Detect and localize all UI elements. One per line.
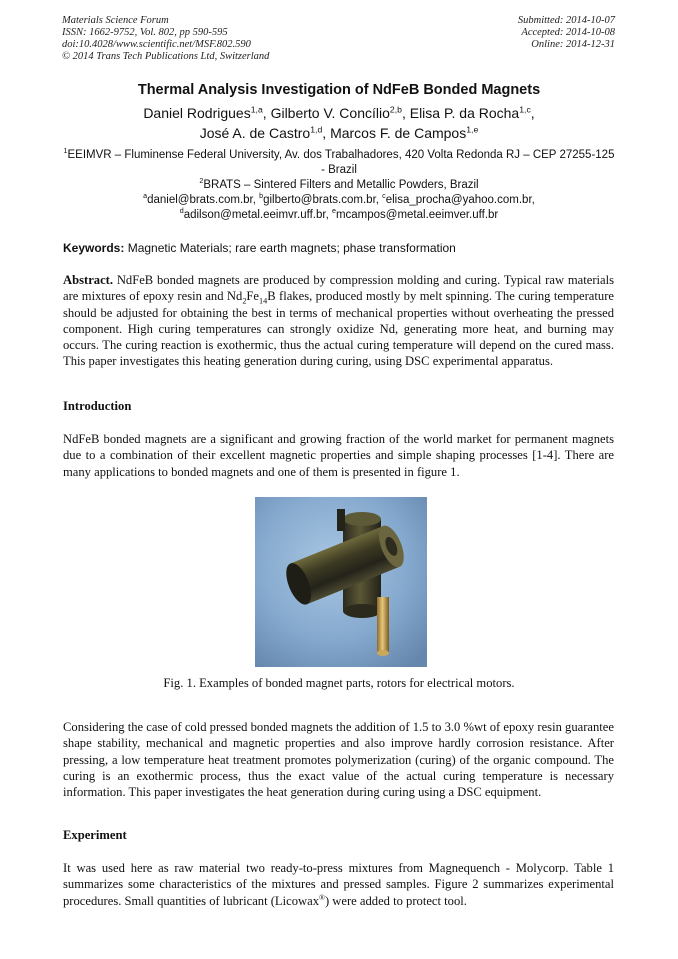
figure-caption: Fig. 1. Examples of bonded magnet parts, rotors for electrical motors. [163,676,515,690]
keywords-label: Keywords: [63,241,125,255]
date-header [518,15,615,51]
online-date: Online: 2014-12-31 [531,39,615,50]
affiliations [0,148,678,223]
keywords [63,241,614,255]
email-link[interactable]: mcampos@metal.eeimver.uff.br [335,209,499,221]
figure-bonded-magnet-photo [255,497,427,667]
author-affiliation-sup: 1,e [466,124,479,135]
email-link[interactable]: daniel@brats.com.br [147,194,253,206]
email-link[interactable]: gilberto@brats.com.br [263,194,376,206]
author-affiliation-sup: 1,a [250,104,263,115]
abstract: Abstract. NdFeB bonded magnets are produced by compression molding and curing. Typical raw materials are mixtures of epoxy resin and $Nd_2Fe_{14}B$ flakes, produced mostly by melt spinning. The curing temperature should be adjusted for obtaining the best in terms of mechanical properties without overheating the pressed component. High curing temperatures can strongly oxidize Nd, generating more heat, and burning may occurs. The curing reaction is exothermic, thus the actual curing temperature will depend on the cured mass. This paper investigates this heating generation during curing, using DSC experimental apparatus. [63,273,614,369]
author-name: José A. de Castro [199,125,311,141]
submitted-date: Submitted: 2014-10-07 [517,15,615,26]
email-link[interactable]: adilson@metal.eeimvr.uff.br [183,209,326,221]
author-affiliation-sup: 2,b [389,104,402,115]
copyright: © 2014 Trans Tech Publications Ltd, Switzerland [62,51,270,62]
journal-header [62,15,269,63]
experiment-paragraph: It was used here as raw material two ready-to-press mixtures from Magnequench - Molycorp. Table 1 summarizes some characteristics of the mixtures and pressed samples. Figure 2 summarizes experimental procedures. Small quantities of lubricant (Licowax®) were added to protect tool. [63,861,614,908]
journal-name: Materials Science Forum [62,15,169,26]
abstract-label: Abstract. [63,273,114,287]
affiliation-2: $^2$BRATS – Sintered Filters and Metallic Powders, Brazil [199,177,479,191]
paper-title: Thermal Analysis Investigation of NdFeB Bonded Magnets [137,82,541,98]
author-affiliation-sup: 1,c [519,104,531,115]
author-name: Marcos F. de Campos [330,125,467,141]
affiliation-1: $^1$EEIMVR – Fluminense Federal University, Av. dos Trabalhadores, 420 Volta Redonda RJ – CEP 27255-125 - Brazil [63,147,615,176]
introduction-paragraph-1: NdFeB bonded magnets are a significant and growing fraction of the world market for permanent magnets due to a combination of their excellent magnetic properties and simple shaping processes [1-4]. There are many applications to bonded magnets and one of them is presented in figure 1. [63,432,614,479]
email-line-1: $^a$daniel@brats.com.br, $^b$gilberto@brats.com.br, $^c$elisa_procha@yahoo.com.br, [143,192,535,206]
email-line-2: $^d$adilson@metal.eeimvr.uff.br, $^e$mcampos@metal.eeimver.uff.br [179,207,499,221]
author-name: Gilberto V. Concílio [270,105,390,121]
keywords-text: Magnetic Materials; rare earth magnets; phase transformation [127,241,456,255]
accepted-date: Accepted: 2014-10-08 [521,27,615,38]
experiment-heading: Experiment [63,828,127,842]
author-affiliation-sup: 1,d [310,124,323,135]
author-name: Daniel Rodrigues [143,105,251,121]
author-list: Daniel Rodrigues$^{1,a}$, Gilberto V. Concílio$^{2,b}$, Elisa P. da Rocha$^{1,c}$, José A. de Castro$^{1,d}$, Marcos F. de Campos$^{1,e}$ [143,104,535,141]
author-name: Elisa P. da Rocha [409,105,520,121]
introduction-heading: Introduction [63,399,132,413]
issn: ISSN: 1662-9752, Vol. 802, pp 590-595 [62,27,228,38]
email-link[interactable]: elisa_procha@yahoo.com.br [385,194,532,206]
doi: doi:10.4028/www.scientific.net/MSF.802.590 [62,39,251,50]
introduction-paragraph-2: Considering the case of cold pressed bonded magnets the addition of 1.5 to 3.0 %wt of epoxy resin guarantee shape stability, mechanical and magnetic properties and also improve hardly corrosion resistance. After pressing, a low temperature heat treatment promotes polymerization (curing) of the organic compound. The curing is an exothermic process, thus the exact value of the actual curing temperature is necessary information. This paper investigates the heat generation during curing using a DSC equipment. [63,720,614,800]
